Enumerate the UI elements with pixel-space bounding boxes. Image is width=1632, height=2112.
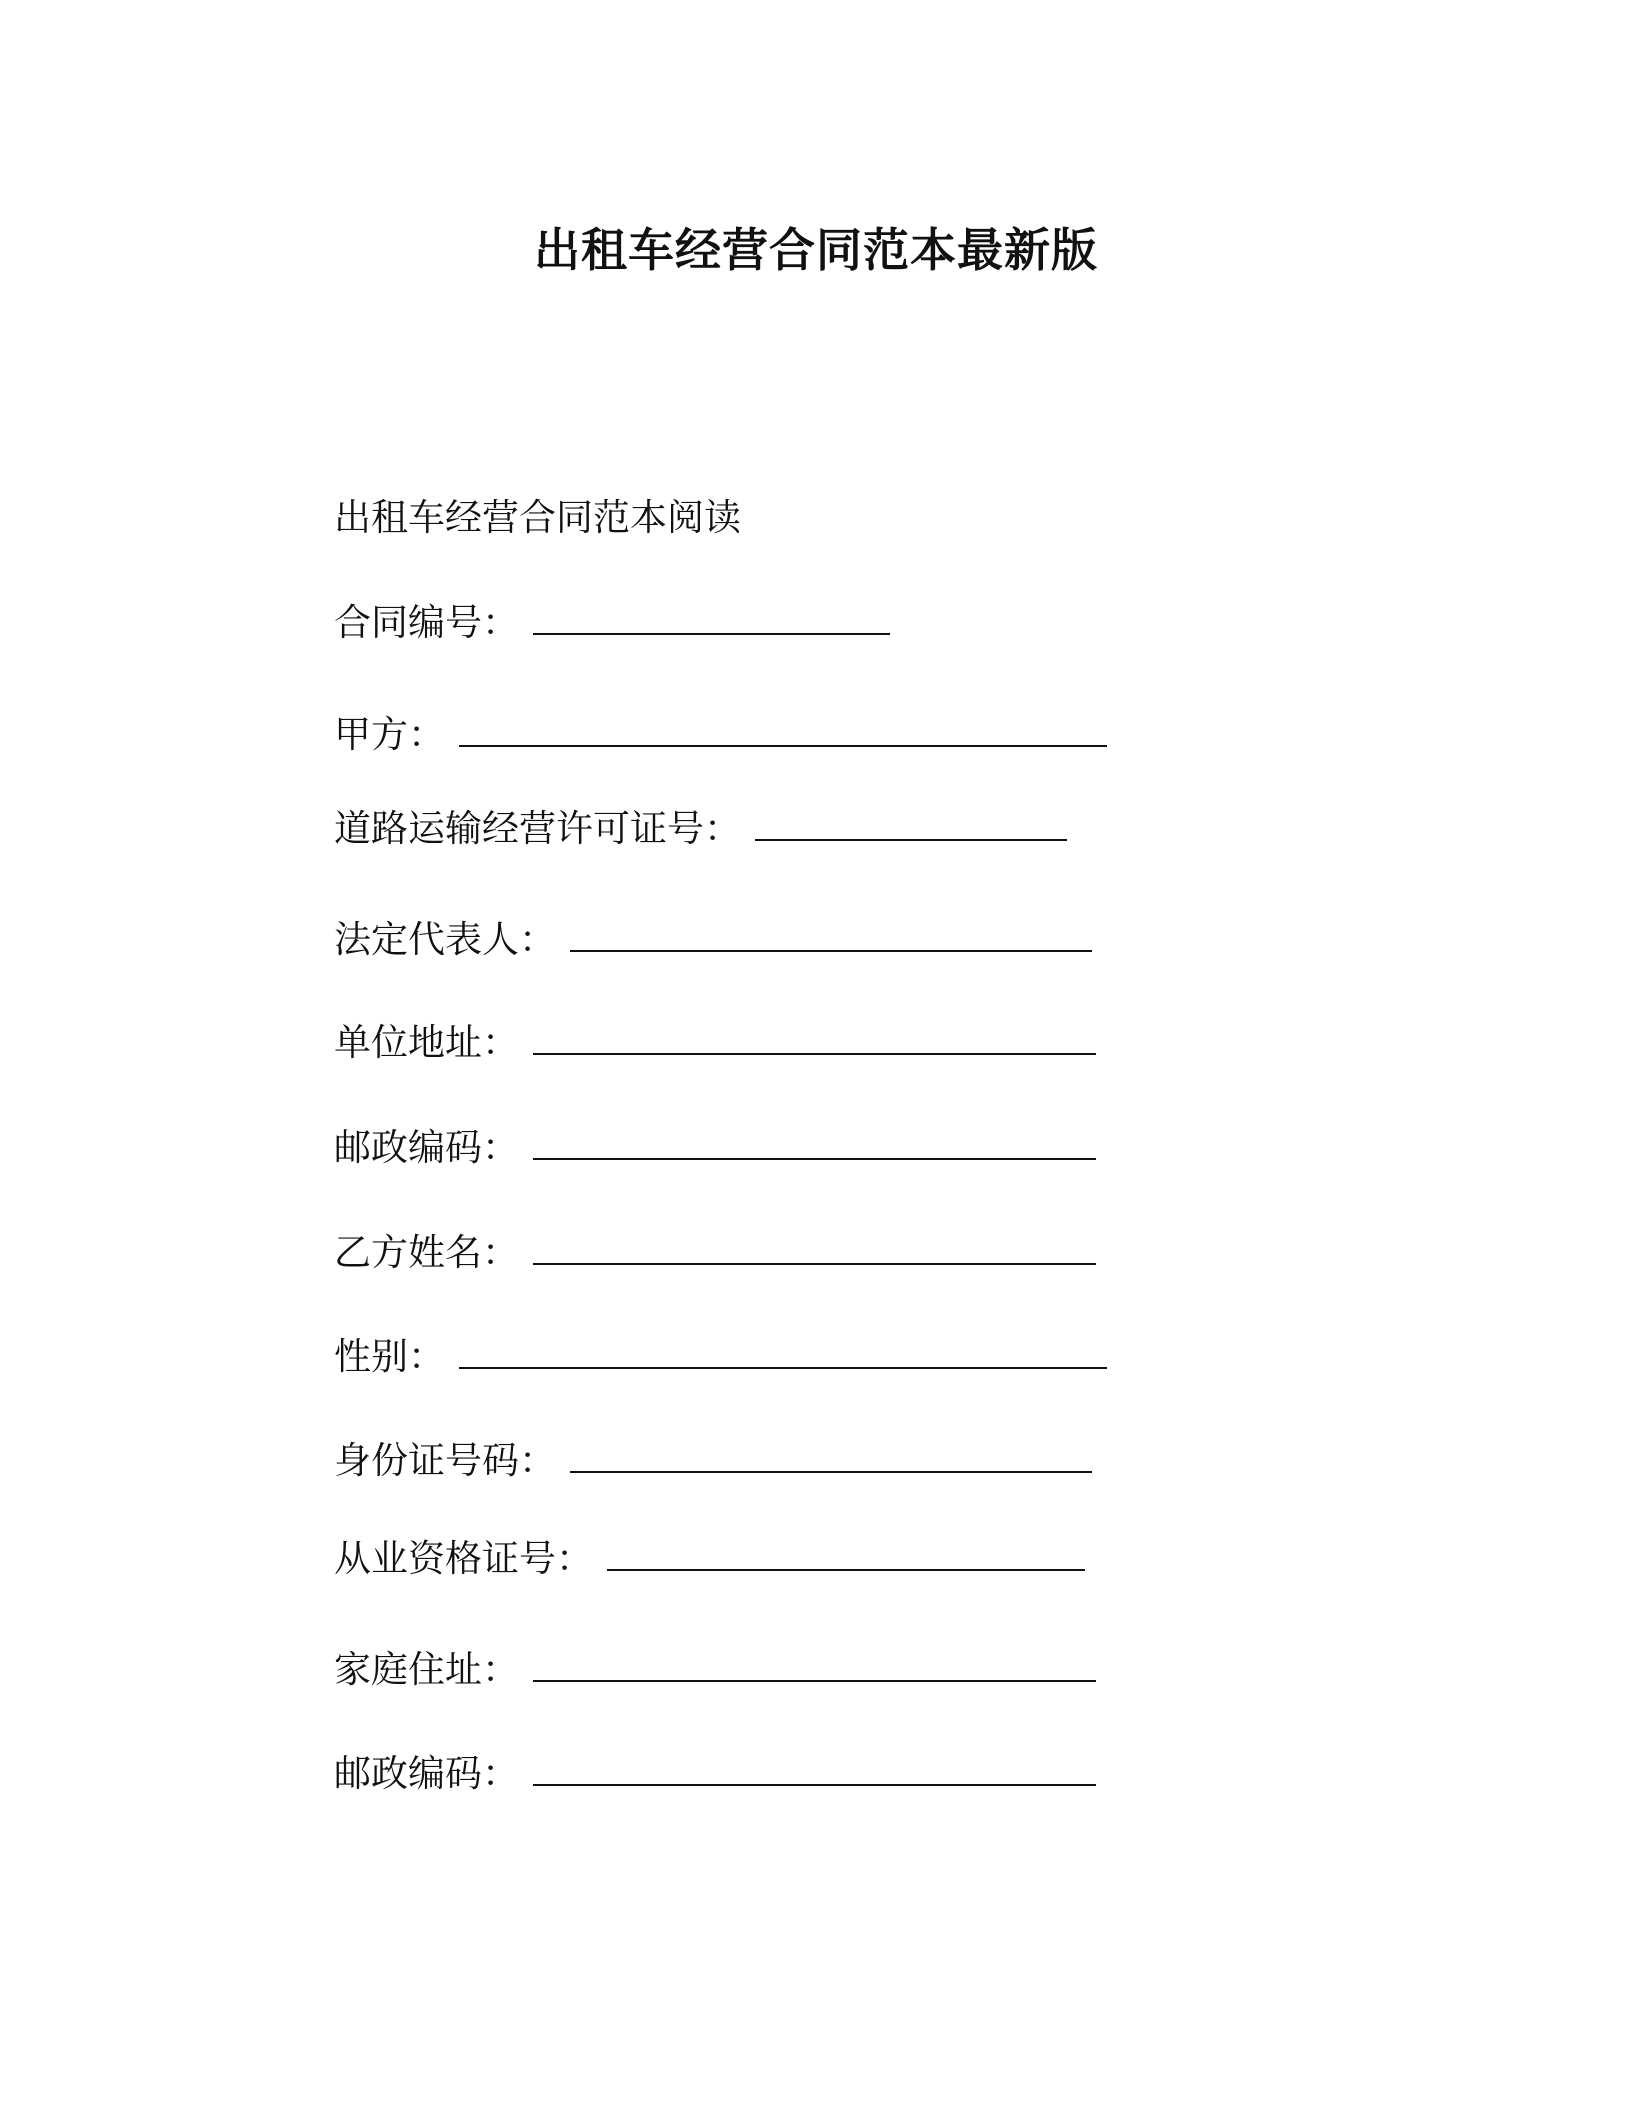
fill-in-blank[interactable] (533, 1128, 1096, 1160)
fill-in-blank[interactable] (533, 1650, 1096, 1682)
form-field-home-address (334, 1646, 1096, 1694)
fill-in-blank[interactable] (607, 1539, 1085, 1571)
fill-in-blank[interactable] (570, 1441, 1092, 1473)
form-field-transport-license (334, 805, 1067, 853)
document-title: 出租车经营合同范本最新版 (534, 223, 1098, 277)
fill-in-blank[interactable] (533, 1754, 1096, 1786)
fill-in-blank[interactable] (755, 809, 1067, 841)
field-label: 甲方： (334, 713, 445, 756)
field-label: 合同编号： (334, 601, 519, 644)
field-label: 邮政编码： (334, 1752, 519, 1795)
field-label: 身份证号码： (334, 1439, 556, 1482)
form-field-id-number (334, 1437, 1092, 1485)
fill-in-blank[interactable] (459, 715, 1107, 747)
form-field-contract-number (334, 599, 890, 647)
form-field-postal-code-a (334, 1124, 1096, 1172)
form-field-party-a (334, 711, 1107, 759)
field-label: 单位地址： (334, 1021, 519, 1064)
form-field-legal-representative (334, 916, 1092, 964)
subtitle-text: 出租车经营合同范本阅读 (334, 496, 741, 539)
fill-in-blank[interactable] (533, 603, 890, 635)
form-field-party-b-name (334, 1229, 1096, 1277)
fill-in-blank[interactable] (459, 1337, 1107, 1369)
form-field-company-address (334, 1019, 1096, 1067)
form-field-postal-code-b (334, 1750, 1096, 1798)
form-field-qualification-number (334, 1535, 1085, 1583)
field-label: 法定代表人： (334, 918, 556, 961)
fill-in-blank[interactable] (533, 1233, 1096, 1265)
form-field-gender (334, 1333, 1107, 1381)
fill-in-blank[interactable] (533, 1023, 1096, 1055)
field-label: 乙方姓名： (334, 1231, 519, 1274)
field-label: 道路运输经营许可证号： (334, 807, 741, 850)
field-label: 性别： (334, 1335, 445, 1378)
document-subtitle (334, 494, 741, 542)
fill-in-blank[interactable] (570, 920, 1092, 952)
field-label: 从业资格证号： (334, 1537, 593, 1580)
field-label: 邮政编码： (334, 1126, 519, 1169)
field-label: 家庭住址： (334, 1648, 519, 1691)
